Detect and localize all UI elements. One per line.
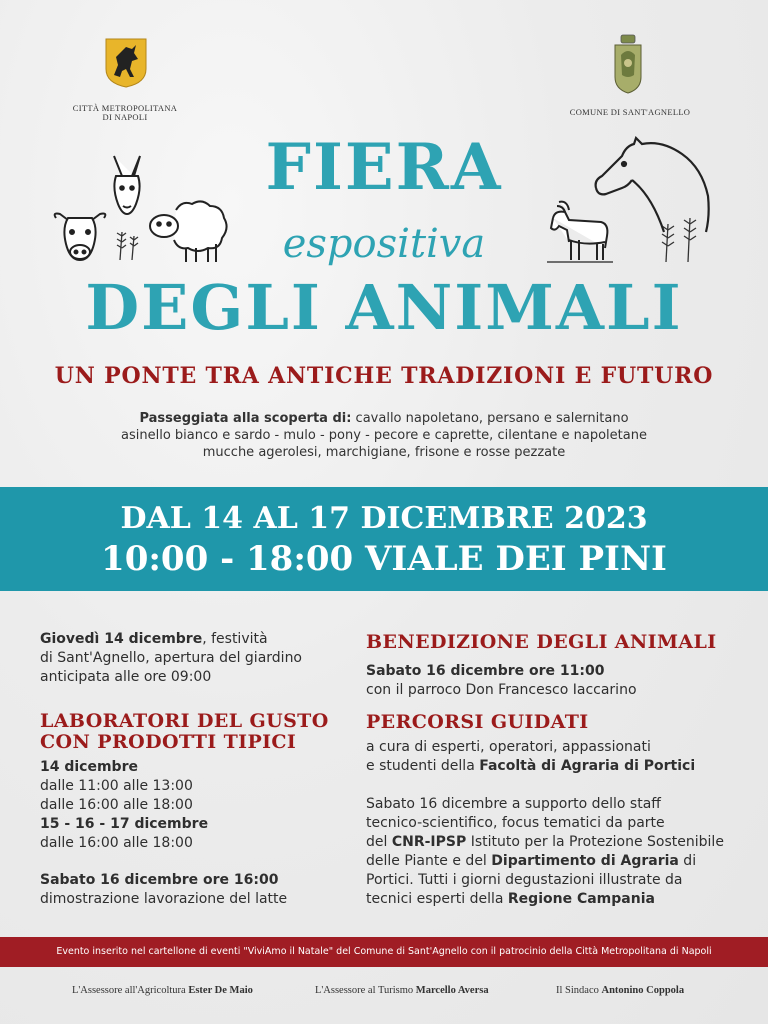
sig2-pre: L'Assessore al Turismo [315, 985, 416, 996]
intro-lead-bold: Passeggiata alla scoperta di: [139, 411, 352, 426]
sig3-name: Antonino Coppola [601, 985, 685, 996]
lab-date-2: 15 - 16 - 17 dicembre [40, 816, 209, 832]
lab-heading-2: CON PRODOTTI TIPICI [40, 731, 297, 753]
band-time-place: 10:00 - 18:00 VIALE DEI PINI [101, 539, 667, 579]
staff-line4-bold: Dipartimento di Agraria [491, 853, 679, 869]
staff-line6-pre: tecnici esperti della [366, 891, 508, 907]
sig3-pre: Il Sindaco [556, 985, 602, 996]
staff-line5: Portici. Tutti i giorni degustazioni illustrate da [366, 872, 683, 888]
signature-sindaco [556, 985, 684, 996]
title-script: espositiva [282, 221, 486, 267]
cow-icon [50, 208, 110, 266]
title-line2: DEGLI ANIMALI [85, 271, 683, 344]
tours-heading: PERCORSI GUIDATI [366, 711, 589, 733]
blessing-heading: BENEDIZIONE DEGLI ANIMALI [366, 631, 717, 653]
tours-line2-pre: e studenti della [366, 758, 480, 774]
signature-turismo [315, 985, 489, 996]
intro-lead-rest: cavallo napoletano, persano e salernitano [351, 411, 629, 426]
lab-time-1: dalle 11:00 alle 13:00 [40, 778, 193, 794]
wheat-icon [112, 228, 142, 262]
left-crest-label-1: CITTÀ METROPOLITANA [72, 103, 178, 113]
intro-line3: mucche agerolesi, marchigiane, frisone e rosse pezzate [202, 445, 566, 460]
tours-line2-bold: Facoltà di Agraria di Portici [479, 758, 696, 774]
subtitle: UN PONTE TRA ANTICHE TRADIZIONI E FUTURO [54, 363, 714, 389]
signature-agricoltura [72, 985, 253, 996]
opening-rest: , festività [202, 631, 268, 647]
blessing-date: Sabato 16 dicembre ore 11:00 [366, 663, 605, 679]
staff-line2: tecnico-scientifico, focus tematici da parte [366, 815, 665, 831]
milk-desc: dimostrazione lavorazione del latte [40, 891, 288, 907]
sig1-pre: L'Assessore all'Agricoltura [72, 985, 189, 996]
tours-line1: a cura di esperti, operatori, appassionati [366, 739, 651, 755]
town-crest-icon [612, 33, 644, 95]
lab-heading-1: LABORATORI DEL GUSTO [40, 710, 329, 732]
footer-note: Evento inserito nel cartellone di eventi "ViviAmo il Natale" del Comune di Sant'Agnello con il patrocinio della Città Metropolitana di Napoli [0, 937, 768, 967]
sig2-name: Marcello Aversa [415, 985, 489, 996]
staff-line4-pre: delle Piante e del [366, 853, 492, 869]
title-line1: FIERA [265, 130, 503, 205]
staff-line3-bold: CNR-IPSP [391, 834, 467, 850]
band-dates: DAL 14 AL 17 DICEMBRE 2023 [120, 501, 648, 536]
donkey-icon [106, 154, 148, 216]
horse-crest-icon [104, 37, 148, 89]
staff-line3-rest: Istituto per la Protezione Sostenibile [466, 834, 724, 850]
horse-head-icon [592, 136, 712, 236]
staff-line6-bold: Regione Campania [507, 891, 655, 907]
milk-date: Sabato 16 dicembre ore 16:00 [40, 872, 279, 888]
lab-time-2: dalle 16:00 alle 18:00 [40, 797, 193, 813]
opening-line3: anticipata alle ore 09:00 [40, 669, 212, 685]
intro-line2: asinello bianco e sardo - mulo - pony - pecore e caprette, cilentane e napoletane [121, 428, 647, 443]
blessing-desc: con il parroco Don Francesco Iaccarino [366, 682, 637, 698]
sheep-icon [146, 198, 230, 264]
lab-date-1: 14 dicembre [40, 759, 138, 775]
right-crest-label: COMUNE DI SANT'AGNELLO [569, 107, 691, 117]
lab-time-3: dalle 16:00 alle 18:00 [40, 835, 193, 851]
left-crest-label-2: DI NAPOLI [102, 112, 148, 123]
opening-date: Giovedì 14 dicembre [40, 631, 203, 647]
sig1-name: Ester De Maio [188, 985, 253, 996]
opening-line2: di Sant'Agnello, apertura del giardino [40, 650, 303, 666]
staff-line3-pre: del [366, 834, 392, 850]
staff-line4-rest: di [678, 853, 697, 869]
staff-line1: Sabato 16 dicembre a supporto dello staff [366, 796, 661, 812]
